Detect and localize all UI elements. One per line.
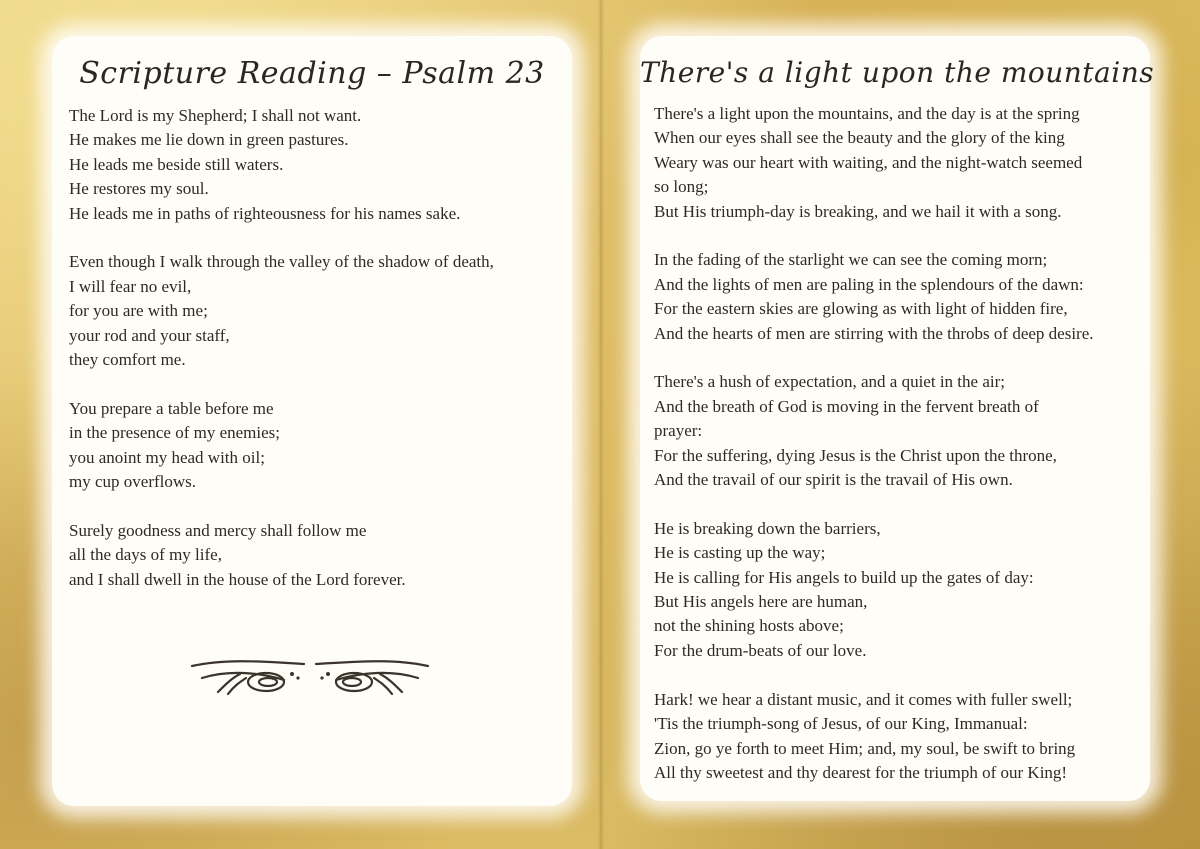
stanza — [69, 250, 494, 372]
flourish-ornament-icon — [188, 656, 432, 700]
page-fold — [598, 0, 604, 849]
verse-line: for you are with me; — [69, 301, 208, 321]
verse-line: All thy sweetest and thy dearest for the triumph of our King! — [654, 762, 1068, 782]
verse-line: Weary was our heart with waiting, and the night-watch seemed — [654, 152, 1083, 172]
verse-line: In the fading of the starlight we can see the coming morn; — [654, 250, 1048, 270]
verse-line: Zion, go ye forth to meet Him; and, my soul, be swift to bring — [654, 738, 1076, 758]
stanza — [654, 248, 1094, 346]
stanza — [69, 397, 494, 495]
verse-line: you anoint my head with oil; — [69, 447, 265, 467]
psalm-text — [69, 104, 494, 592]
verse-line: not the shining hosts above; — [654, 616, 844, 636]
right-page-panel — [640, 36, 1155, 801]
verse-line: When our eyes shall see the beauty and the glory of the king — [654, 128, 1065, 148]
verse-line: so long; — [654, 177, 709, 197]
verse-line: Hark! we hear a distant music, and it comes with fuller swell; — [654, 689, 1073, 709]
verse-line: your rod and your staff, — [69, 325, 230, 345]
verse-line: You prepare a table before me — [69, 398, 274, 418]
verse-line: And the breath of God is moving in the fervent breath of — [654, 396, 1039, 416]
verse-line: in the presence of my enemies; — [69, 423, 281, 443]
stanza — [654, 370, 1094, 492]
verse-line: For the drum-beats of our love. — [654, 640, 867, 660]
stanza — [654, 102, 1094, 224]
verse-line: He leads me in paths of righteousness for his names sake. — [69, 203, 461, 223]
verse-line: they comfort me. — [69, 350, 186, 370]
left-page-title: Scripture Reading – Psalm 23 — [79, 56, 545, 91]
stanza — [654, 517, 1094, 663]
verse-line: And the hearts of men are stirring with the throbs of deep desire. — [654, 323, 1094, 343]
verse-line: But His angels here are human, — [654, 592, 868, 612]
left-page-panel — [52, 36, 572, 806]
verse-line: He makes me lie down in green pastures. — [69, 130, 349, 150]
verse-line: The Lord is my Shepherd; I shall not want. — [69, 106, 362, 125]
verse-line: There's a light upon the mountains, and the day is at the spring — [654, 104, 1080, 123]
verse-line: Surely goodness and mercy shall follow me — [69, 520, 367, 540]
stanza — [69, 104, 494, 226]
verse-line: He is casting up the way; — [654, 543, 826, 563]
verse-line: For the suffering, dying Jesus is the Christ upon the throne, — [654, 445, 1057, 465]
verse-line: Even though I walk through the valley of the shadow of death, — [69, 252, 494, 272]
stanza — [69, 519, 494, 592]
verse-line: all the days of my life, — [69, 545, 222, 565]
verse-line: and I shall dwell in the house of the Lord forever. — [69, 569, 406, 589]
verse-line: But His triumph-day is breaking, and we hail it with a song. — [654, 201, 1062, 221]
verse-line: And the travail of our spirit is the travail of His own. — [654, 470, 1013, 490]
verse-line: He is breaking down the barriers, — [654, 518, 881, 538]
verse-line: For the eastern skies are glowing as with light of hidden fire, — [654, 299, 1068, 319]
verse-line: He leads me beside still waters. — [69, 154, 284, 174]
right-page-title: There's a light upon the mountains — [640, 56, 1155, 89]
verse-line: He restores my soul. — [69, 179, 209, 199]
stanza — [654, 688, 1094, 786]
verse-line: prayer: — [654, 421, 703, 441]
verse-line: 'Tis the triumph-song of Jesus, of our King, Immanual: — [654, 714, 1028, 734]
hymn-text — [654, 102, 1094, 785]
verse-line: He is calling for His angels to build up the gates of day: — [654, 567, 1034, 587]
verse-line: And the lights of men are paling in the splendours of the dawn: — [654, 274, 1084, 294]
verse-line: my cup overflows. — [69, 472, 197, 492]
verse-line: There's a hush of expectation, and a quiet in the air; — [654, 372, 1005, 392]
verse-line: I will fear no evil, — [69, 276, 192, 296]
